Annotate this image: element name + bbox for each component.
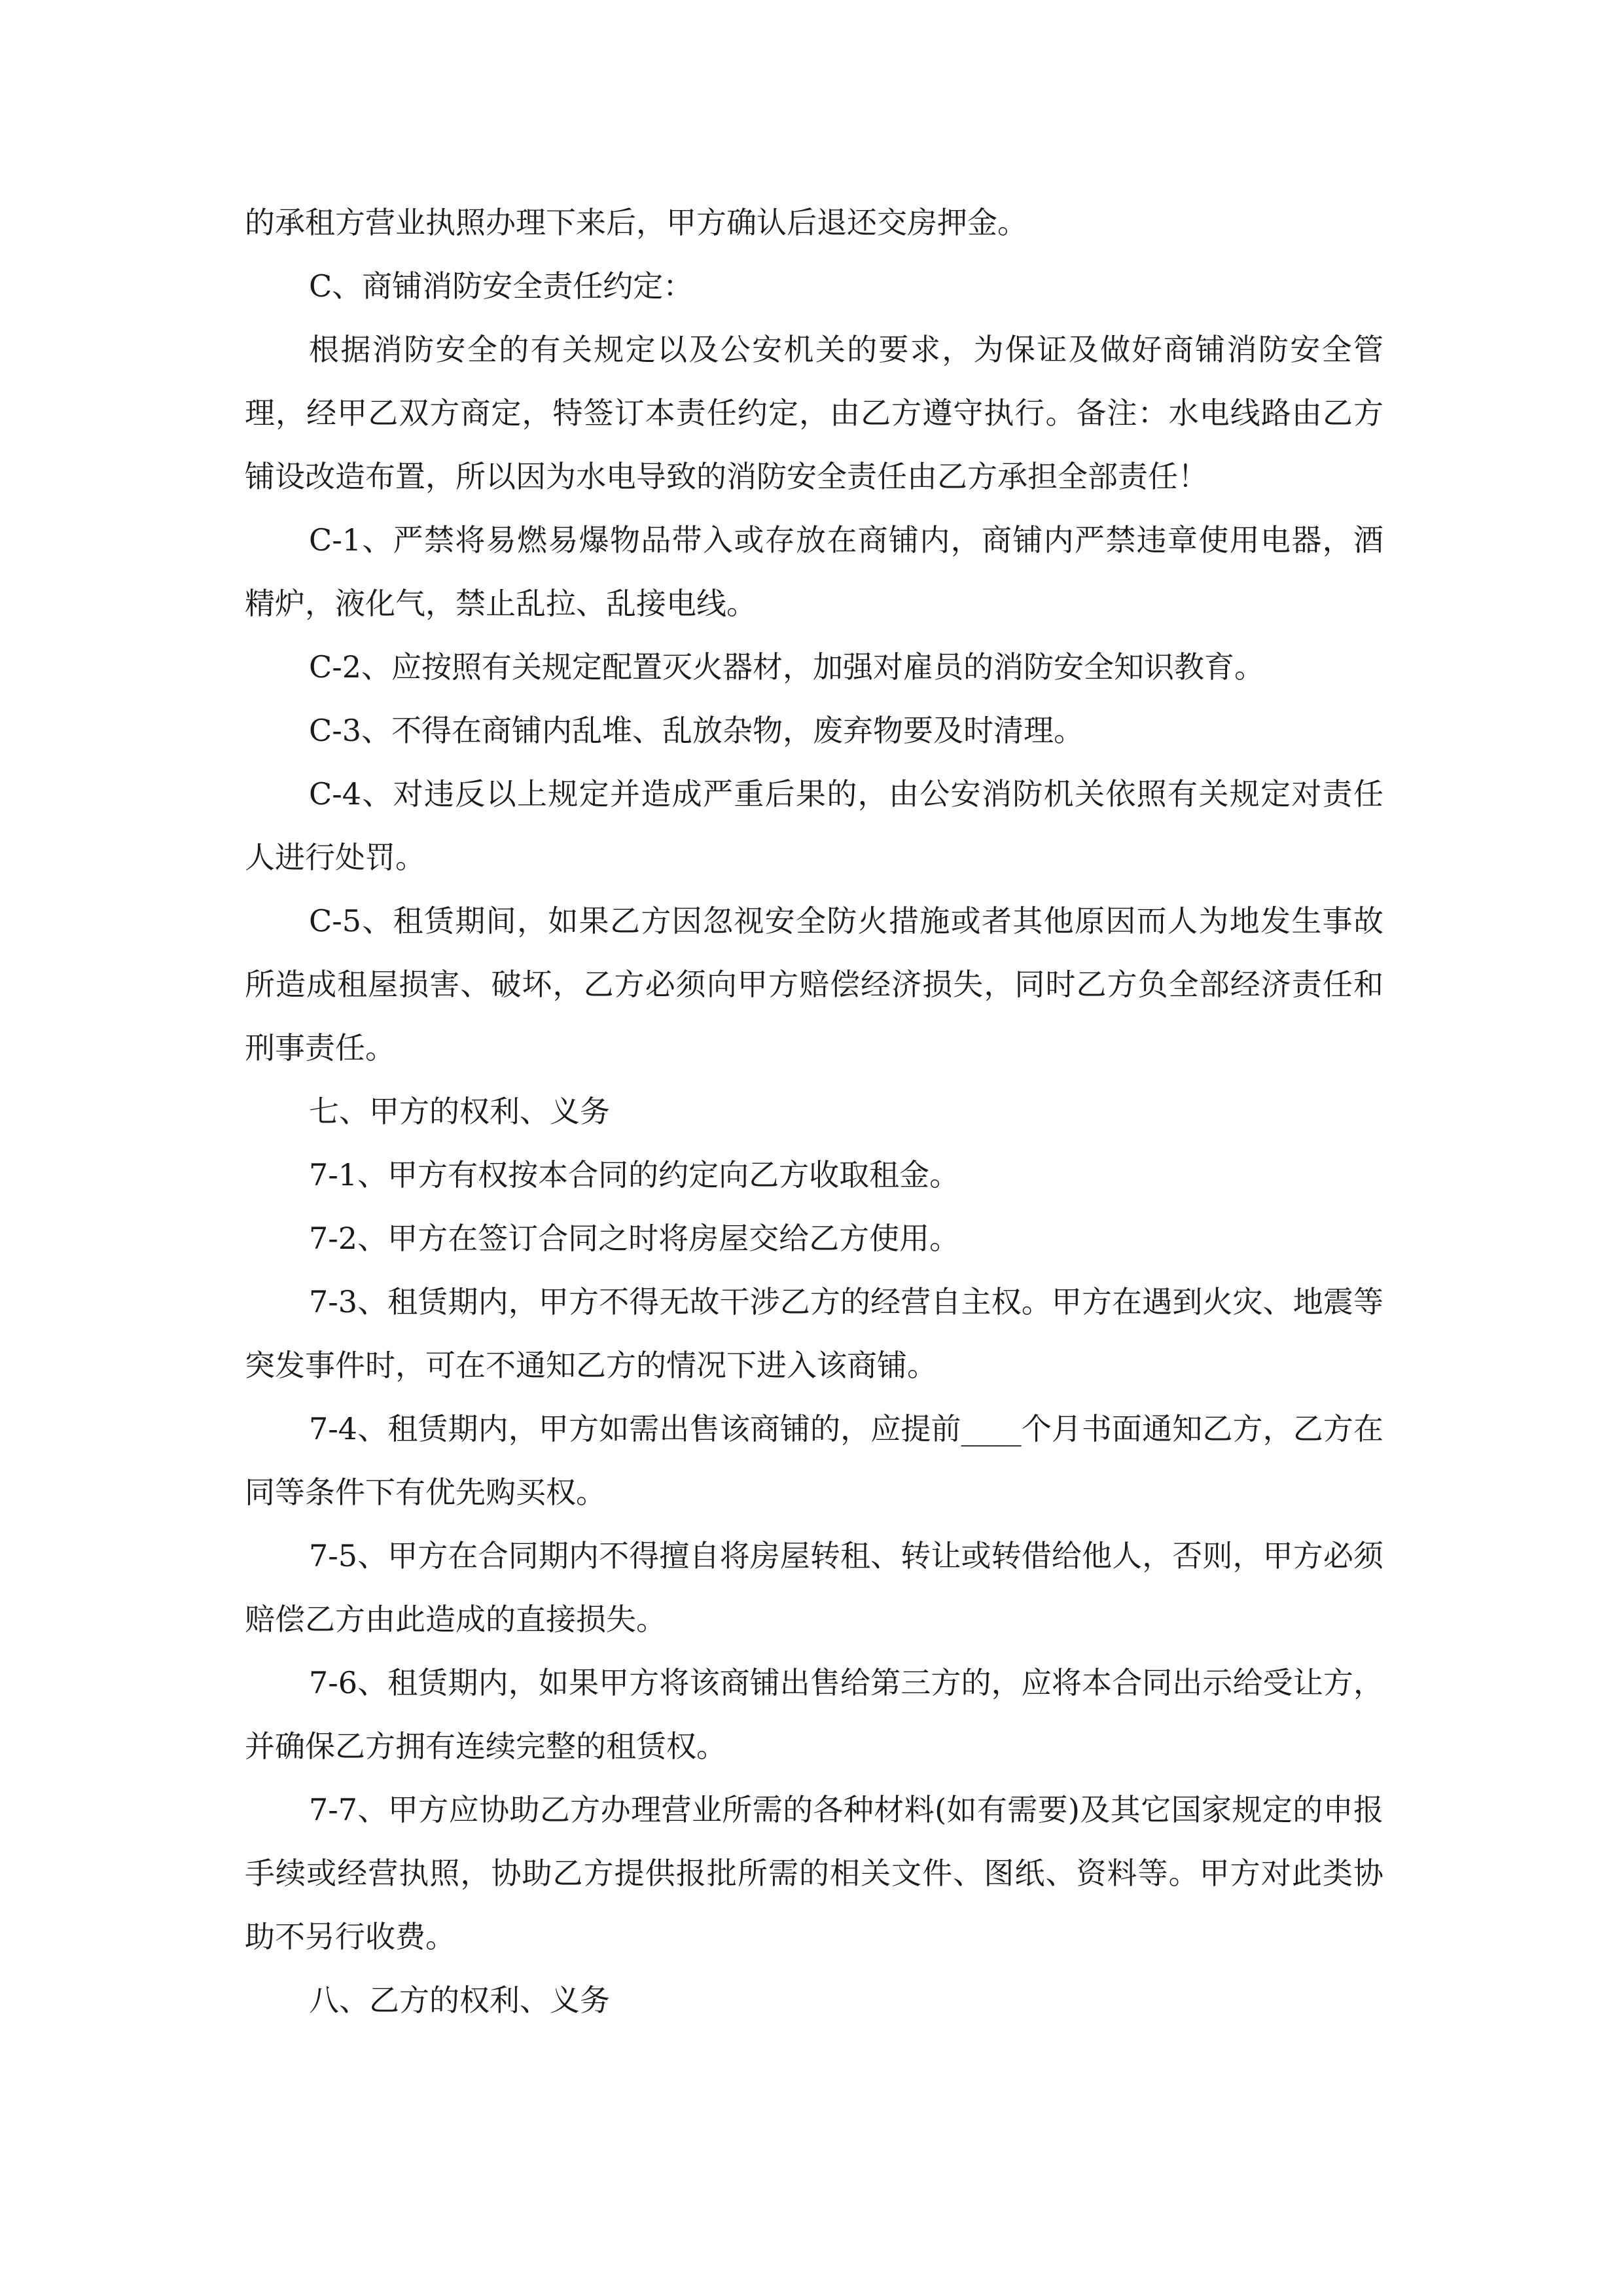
section-heading-8: 八、乙方的权利、义务	[309, 1982, 610, 2018]
section-heading-c: C、商铺消防安全责任约定：	[309, 268, 694, 304]
clause-7-2: 7-2、甲方在签订合同之时将房屋交给乙方使用。	[309, 1221, 960, 1256]
paragraph-continuation: 的承租方营业执照办理下来后，甲方确认后退还交房押金。	[245, 205, 1027, 240]
clause-7-6: 7-6、租赁期内，如果甲方将该商铺出售给第三方的，应将本合同出示给受让方，并确保乙方拥有连续完整的租赁权。	[245, 1665, 1383, 1764]
clause-c-1: C-1、严禁将易燃易爆物品带入或存放在商铺内，商铺内严禁违章使用电器，酒精炉，液化气，禁止乱拉、乱接电线。	[245, 522, 1383, 621]
clause-c-4: C-4、对违反以上规定并造成严重后果的，由公安消防机关依照有关规定对责任人进行处罚。	[245, 776, 1383, 875]
clause-c-5: C-5、租赁期间，如果乙方因忽视安全防火措施或者其他原因而人为地发生事故所造成租屋损害、破坏，乙方必须向甲方赔偿经济损失，同时乙方负全部经济责任和刑事责任。	[245, 903, 1383, 1066]
paragraph-fire-safety-intro: 根据消防安全的有关规定以及公安机关的要求，为保证及做好商铺消防安全管理，经甲乙双方商定，特签订本责任约定，由乙方遵守执行。备注：水电线路由乙方铺设改造布置，所以因为水电导致的消防安全责任由乙方承担全部责任！	[245, 332, 1383, 494]
clause-c-3: C-3、不得在商铺内乱堆、乱放杂物，废弃物要及时清理。	[309, 713, 1084, 748]
clause-7-1: 7-1、甲方有权按本合同的约定向乙方收取租金。	[309, 1157, 960, 1193]
clause-7-7: 7-7、甲方应协助乙方办理营业所需的各种材料(如有需要)及其它国家规定的申报手续或经营执照，协助乙方提供报批所需的相关文件、图纸、资料等。甲方对此类协助不另行收费。	[245, 1792, 1383, 1954]
document-body	[245, 191, 1383, 2032]
clause-7-5: 7-5、甲方在合同期内不得擅自将房屋转租、转让或转借给他人，否则，甲方必须赔偿乙方由此造成的直接损失。	[245, 1538, 1383, 1637]
clause-c-2: C-2、应按照有关规定配置灭火器材，加强对雇员的消防安全知识教育。	[309, 649, 1265, 685]
clause-7-4: 7-4、租赁期内，甲方如需出售该商铺的，应提前____个月书面通知乙方，乙方在同等条件下有优先购买权。	[245, 1411, 1383, 1510]
clause-7-3: 7-3、租赁期内，甲方不得无故干涉乙方的经营自主权。甲方在遇到火灾、地震等突发事件时，可在不通知乙方的情况下进入该商铺。	[245, 1284, 1383, 1383]
section-heading-7: 七、甲方的权利、义务	[309, 1094, 610, 1129]
